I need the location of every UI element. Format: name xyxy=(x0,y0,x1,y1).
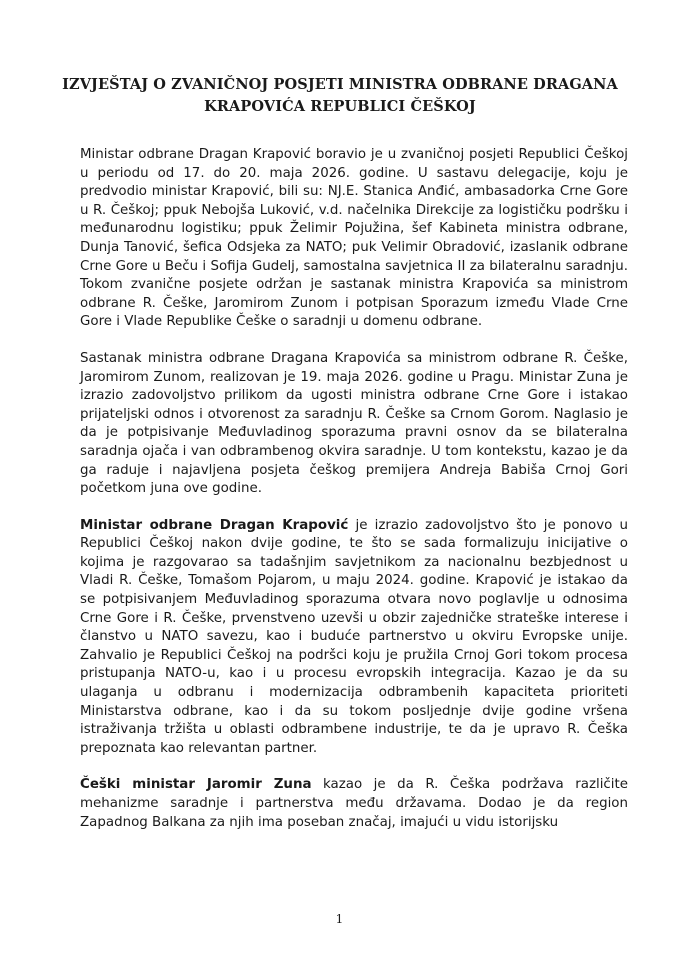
document-title-line-2: KRAPOVIĆA REPUBLICI ČEŠKOJ xyxy=(204,98,476,115)
paragraph-2-text: Sastanak ministra odbrane Dragana Krapovića sa ministrom odbrane R. Češke, Jaromirom Zunom, realizovan je 19. maja 2026. godine u Pragu. Ministar Zuna je izrazio zadovoljstvo prilikom da ugosti ministra odbrane Crne Gore i istakao prijateljski odnos i otvorenost za saradnju R. Češke sa Crnom Gorom. Naglasio je da je potpisivanje Međuvladinog sporazuma pravni osnov da se bilateralna saradnja ojača i van odbrambenog okvira saradnje. U tom kontekstu, kazao je da ga raduje i najavljena posjeta češkog premijera Andreja Babiša Crnoj Gori početkom juna ove godine. xyxy=(80,350,628,497)
document-title-line-1: IZVJEŠTAJ O ZVANIČNOJ POSJETI MINISTRA ODBRANE DRAGANA xyxy=(62,76,618,93)
paragraph-2 xyxy=(80,350,628,499)
paragraph-4 xyxy=(80,776,628,832)
document-body xyxy=(80,146,628,832)
paragraph-4-lead: Češki ministar Jaromir Zuna xyxy=(80,777,312,793)
paragraph-3 xyxy=(80,517,628,759)
paragraph-3-lead: Ministar odbrane Dragan Krapović xyxy=(80,517,349,533)
paragraph-3-text: je izrazio zadovoljstvo što je ponovo u Republici Češkoj nakon dvije godine, te što se sada formalizuju inicijative o kojima je razgovarao sa tadašnjim savjetnikom za nacionalnu bezbjednost u Vladi R. Češke, Tomašom Pojarom, u maju 2024. godine. Krapović je istakao da se potpisivanjem Međuvladinog sporazuma otvara novo poglavlje u odnosima Crne Gore i R. Češke, prvenstveno uzevši u obzir zajedničke strateške interese i članstvo u NATO savezu, kao i buduće partnerstvo u okviru Evropske unije. Zahvalio je Republici Češkoj na podršci koju je pružila Crnoj Gori tokom procesa pristupanja NATO-u, kao i u procesu evropskih integracija. Kazao je da su ulaganja u odbranu i modernizacija odbrambenih kapaciteta prioriteti Ministarstva odbrane, kao i da su tokom posljednje dvije godine vršena istraživanja tržišta u oblasti odbrambene industrije, te da je upravo R. Češka prepoznata kao relevantan partner. xyxy=(80,517,628,756)
paragraph-1 xyxy=(80,146,628,332)
document-title xyxy=(60,74,620,118)
paragraph-4-text: kazao je da R. Češka podržava različite mehanizme saradnje i partnerstva među državama. Dodao je da region Zapadnog Balkana za njih ima poseban značaj, imajući u vidu istorijsku xyxy=(80,777,628,830)
paragraph-1-text: Ministar odbrane Dragan Krapović boravio je u zvaničnoj posjeti Republici Češkoj u periodu od 17. do 20. maja 2026. godine. U sastavu delegacije, koju je predvodio ministar Krapović, bili su: NJ.E. Stanica Anđić, ambasadorka Crne Gore u R. Češkoj; ppuk Nebojša Luković, v.d. načelnika Direkcije za logističku podršku i međunarodnu logistiku; ppuk Želimir Pojužina, šef Kabineta ministra odbrane, Dunja Tanović, šefica Odsjeka za NATO; puk Velimir Obradović, izaslanik odbrane Crne Gore u Beču i Sofija Gudelj, samostalna savjetnica II za bilateralnu saradnju. Tokom zvanične posjete održan je sastanak ministra Krapovića sa ministrom odbrane R. Češke, Jaromirom Zunom i potpisan Sporazum između Vlade Crne Gore i Vlade Republike Češke o saradnji u domenu odbrane. xyxy=(80,147,628,330)
page-number: 1 xyxy=(335,912,344,926)
